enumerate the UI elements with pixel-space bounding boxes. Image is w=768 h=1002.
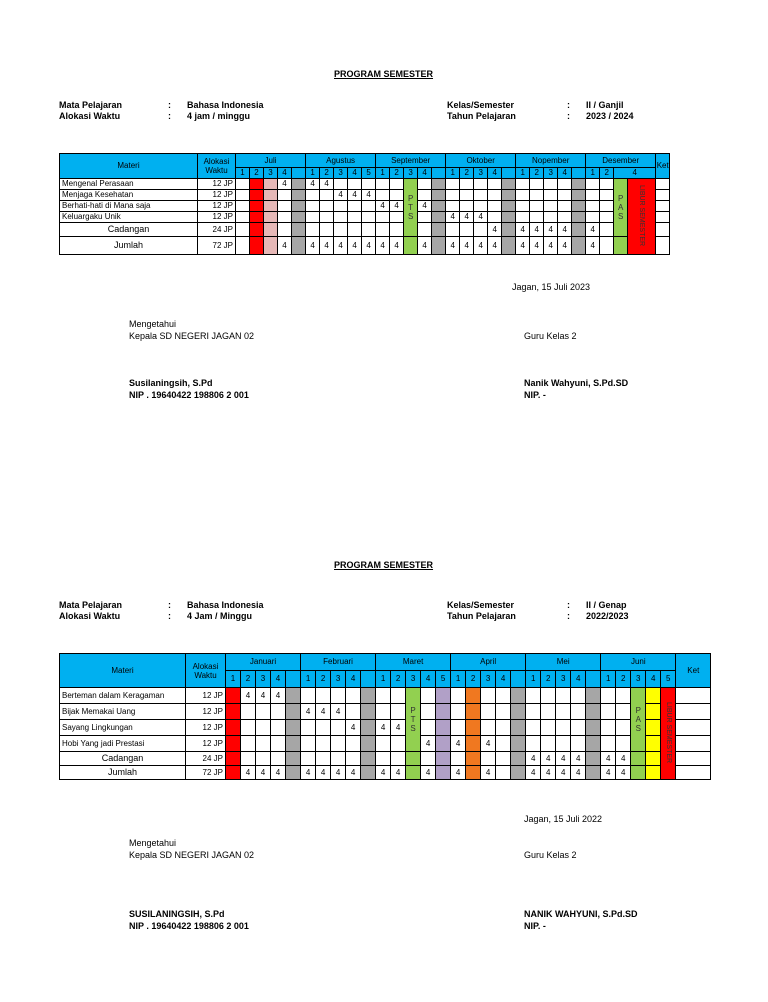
colon: : (567, 111, 570, 121)
week-header: 2 (320, 168, 334, 179)
jp-cell: 72 JP (186, 766, 226, 780)
materi-cell: Mengenal Perasaan (60, 179, 198, 190)
colon: : (168, 111, 171, 121)
jp-cell: 12 JP (186, 688, 226, 704)
table-row: Jumlah 72 JP 4 4 4 4 4 4 4 4 4 4 4 4 4 4 4 4 4 4 (60, 766, 711, 780)
month-header: Juni (601, 654, 676, 671)
colon: : (567, 100, 570, 110)
materi-cell: Bijak Memakai Uang (60, 704, 186, 720)
month-header: Nopember (516, 154, 586, 168)
alokasi-header: Alokasi Waktu (186, 654, 226, 688)
materi-cell: Cadangan (60, 752, 186, 766)
doc2-title: PROGRAM SEMESTER (334, 560, 434, 570)
week-header: 3 (544, 168, 558, 179)
materi-header: Materi (60, 154, 198, 179)
week-header: 4 (278, 168, 292, 179)
week-header (572, 168, 586, 179)
colon: : (567, 611, 570, 621)
jp-cell: 12 JP (198, 179, 236, 190)
doc1-tahun-label: Tahun Pelajaran (447, 111, 516, 121)
materi-cell: Sayang Lingkungan (60, 720, 186, 736)
doc2-alokasi-value: 4 Jam / Minggu (187, 611, 253, 621)
materi-cell: Jumlah (60, 766, 186, 780)
table-row: Jumlah 72 JP 4 4 4 4 4 4 4 4 4 4 4 4 4 4 4 4 4 4 (60, 237, 745, 255)
week-header: 4 (418, 168, 432, 179)
week-header: 1 (236, 168, 250, 179)
table-row: Bijak Memakai Uang 12 JP 4 4 4 (60, 704, 711, 720)
doc2-mapel-value: Bahasa Indonesia (187, 600, 264, 610)
ket-header: Ket (656, 154, 670, 179)
doc1-mengetahui: Mengetahui (129, 319, 177, 329)
table-row: Mengenal Perasaan 12 JP 4 4 4 P T S P A S LIBUR SEMESTER (60, 179, 745, 190)
month-header: Desember (586, 154, 656, 168)
libur-semester-cell: LIBUR SEMESTER (661, 688, 676, 780)
pts-cell: P T S (406, 688, 421, 752)
week-header: 3 (474, 168, 488, 179)
doc2-alokasi-label: Alokasi Waktu (59, 611, 121, 621)
doc2-tahun-value: 2022/2023 (586, 611, 629, 621)
week-header: 1 (376, 168, 390, 179)
colon: : (168, 600, 171, 610)
doc1-kelas-label: Kelas/Semester (447, 100, 515, 110)
jp-cell: 12 JP (198, 212, 236, 223)
week-header: 3 (264, 168, 278, 179)
doc2-guru-nip: NIP. - (524, 921, 546, 931)
doc1-kepala-name: Susilaningsih, S.Pd (129, 378, 213, 388)
jp-cell: 12 JP (198, 190, 236, 201)
doc2-kepala-name: SUSILANINGSIH, S.Pd (129, 909, 225, 919)
pts-cell: P T S (404, 179, 418, 237)
week-header: 4 (614, 168, 656, 179)
week-header: 2 (390, 168, 404, 179)
month-header: Februari (301, 654, 376, 671)
doc1-schedule-table (59, 153, 745, 255)
jp-cell: 24 JP (186, 752, 226, 766)
materi-header: Materi (60, 654, 186, 688)
table-row: Keluargaku Unik 12 JP 4 4 4 (60, 212, 745, 223)
week-header: 4 (558, 168, 572, 179)
materi-cell: Berteman dalam Keragaman (60, 688, 186, 704)
doc1-kepala: Kepala SD NEGERI JAGAN 02 (129, 331, 255, 341)
doc1-alokasi-value: 4 jam / minggu (187, 111, 251, 121)
materi-cell: Hobi Yang jadi Prestasi (60, 736, 186, 752)
table-row: Sayang Lingkungan 12 JP 4 4 4 (60, 720, 711, 736)
doc1-alokasi-label: Alokasi Waktu (59, 111, 121, 121)
month-header: September (376, 154, 446, 168)
materi-cell: Menjaga Kesehatan (60, 190, 198, 201)
pas-cell: P A S (614, 179, 628, 237)
week-header: 1 (446, 168, 460, 179)
month-header: Agustus (306, 154, 376, 168)
week-header: 2 (600, 168, 614, 179)
table-row: Cadangan 24 JP 4 4 4 4 4 4 (60, 752, 711, 766)
doc2-place-date: Jagan, 15 Juli 2022 (524, 814, 603, 824)
week-header: 4 (348, 168, 362, 179)
week-header: 1 (516, 168, 530, 179)
table-row: Berhati-hati di Mana saja 12 JP 4 4 4 (60, 201, 745, 212)
jp-cell: 12 JP (186, 736, 226, 752)
doc1-mapel-value: Bahasa Indonesia (187, 100, 264, 110)
doc1-guru-name: Nanik Wahyuni, S.Pd.SD (524, 378, 629, 388)
doc1-tahun-value: 2023 / 2024 (586, 111, 634, 121)
week-header: 2 (460, 168, 474, 179)
colon: : (168, 100, 171, 110)
month-header: April (451, 654, 526, 671)
materi-cell: Keluargaku Unik (60, 212, 198, 223)
week-header: 4 (488, 168, 502, 179)
materi-cell: Jumlah (60, 237, 198, 255)
doc1-mapel-label: Mata Pelajaran (59, 100, 123, 110)
materi-cell: Berhati-hati di Mana saja (60, 201, 198, 212)
doc1-place-date: Jagan, 15 Juli 2023 (512, 282, 591, 292)
doc2-tahun-label: Tahun Pelajaran (447, 611, 516, 621)
doc2-mapel-label: Mata Pelajaran (59, 600, 123, 610)
jp-cell: 72 JP (198, 237, 236, 255)
doc2-kelas-label: Kelas/Semester (447, 600, 515, 610)
month-header: Oktober (446, 154, 516, 168)
doc1-guru: Guru Kelas 2 (524, 331, 577, 341)
month-header: Januari (226, 654, 301, 671)
week-header: 1 (306, 168, 320, 179)
jp-cell: 12 JP (198, 201, 236, 212)
table-row: Hobi Yang jadi Prestasi 12 JP 4 4 4 (60, 736, 711, 752)
month-header: Juli (236, 154, 306, 168)
week-header: 3 (334, 168, 348, 179)
doc1-kepala-nip: NIP . 19640422 198806 2 001 (129, 390, 249, 400)
doc2-guru: Guru Kelas 2 (524, 850, 577, 860)
week-header (432, 168, 446, 179)
libur-semester-cell: LIBUR SEMESTER (628, 179, 656, 255)
materi-cell: Cadangan (60, 223, 198, 237)
table-row: Cadangan 24 JP 4 4 4 4 4 4 (60, 223, 745, 237)
jp-cell: 12 JP (186, 704, 226, 720)
doc1-guru-nip: NIP. - (524, 390, 546, 400)
doc1-title: PROGRAM SEMESTER (334, 69, 434, 79)
alokasi-header: Alokasi Waktu (198, 154, 236, 179)
month-header: Mei (526, 654, 601, 671)
doc2-schedule-table: Materi Alokasi Waktu Januari Februari Maret April Mei Juni Ket 1 2 3 4 1 2 3 4 1 2 3 4 5 1 2 3 4 1 2 3 4 1 2 3 4 5 Berteman dalam Keragaman 12 JP 4 4 4 P T S P A S LIBUR SEMESTER Bijak Memakai Uang 12 JP 4 4 4 Sayang Lingkungan 12 JP 4 4 4 Hobi Yang jadi Prestasi 12 JP 4 4 4 Cadangan 24 JP 4 4 4 4 4 4 Jumlah 72 JP 4 4 4 4 4 4 4 4 4 4 4 4 4 4 4 4 4 4 (59, 653, 711, 780)
doc1-kelas-value: II / Ganjil (586, 100, 624, 110)
table-row: Berteman dalam Keragaman 12 JP 4 4 4 P T S P A S LIBUR SEMESTER (60, 688, 711, 704)
week-header: 2 (250, 168, 264, 179)
colon: : (168, 611, 171, 621)
pas-cell: P A S (631, 688, 646, 752)
doc2-mengetahui: Mengetahui (129, 838, 177, 848)
ket-header: Ket (676, 654, 711, 688)
doc2-kelas-value: II / Genap (586, 600, 627, 610)
week-header (502, 168, 516, 179)
month-header: Maret (376, 654, 451, 671)
week-header: 3 (404, 168, 418, 179)
week-header: 1 (586, 168, 600, 179)
week-header: 2 (530, 168, 544, 179)
doc2-kepala-nip: NIP . 19640422 198806 2 001 (129, 921, 249, 931)
jp-cell: 12 JP (186, 720, 226, 736)
colon: : (567, 600, 570, 610)
week-header: 5 (362, 168, 376, 179)
week-header (292, 168, 306, 179)
table-row: Menjaga Kesehatan 12 JP 4 4 4 (60, 190, 745, 201)
doc2-kepala: Kepala SD NEGERI JAGAN 02 (129, 850, 255, 860)
doc2-guru-name: NANIK WAHYUNI, S.Pd.SD (524, 909, 638, 919)
jp-cell: 24 JP (198, 223, 236, 237)
